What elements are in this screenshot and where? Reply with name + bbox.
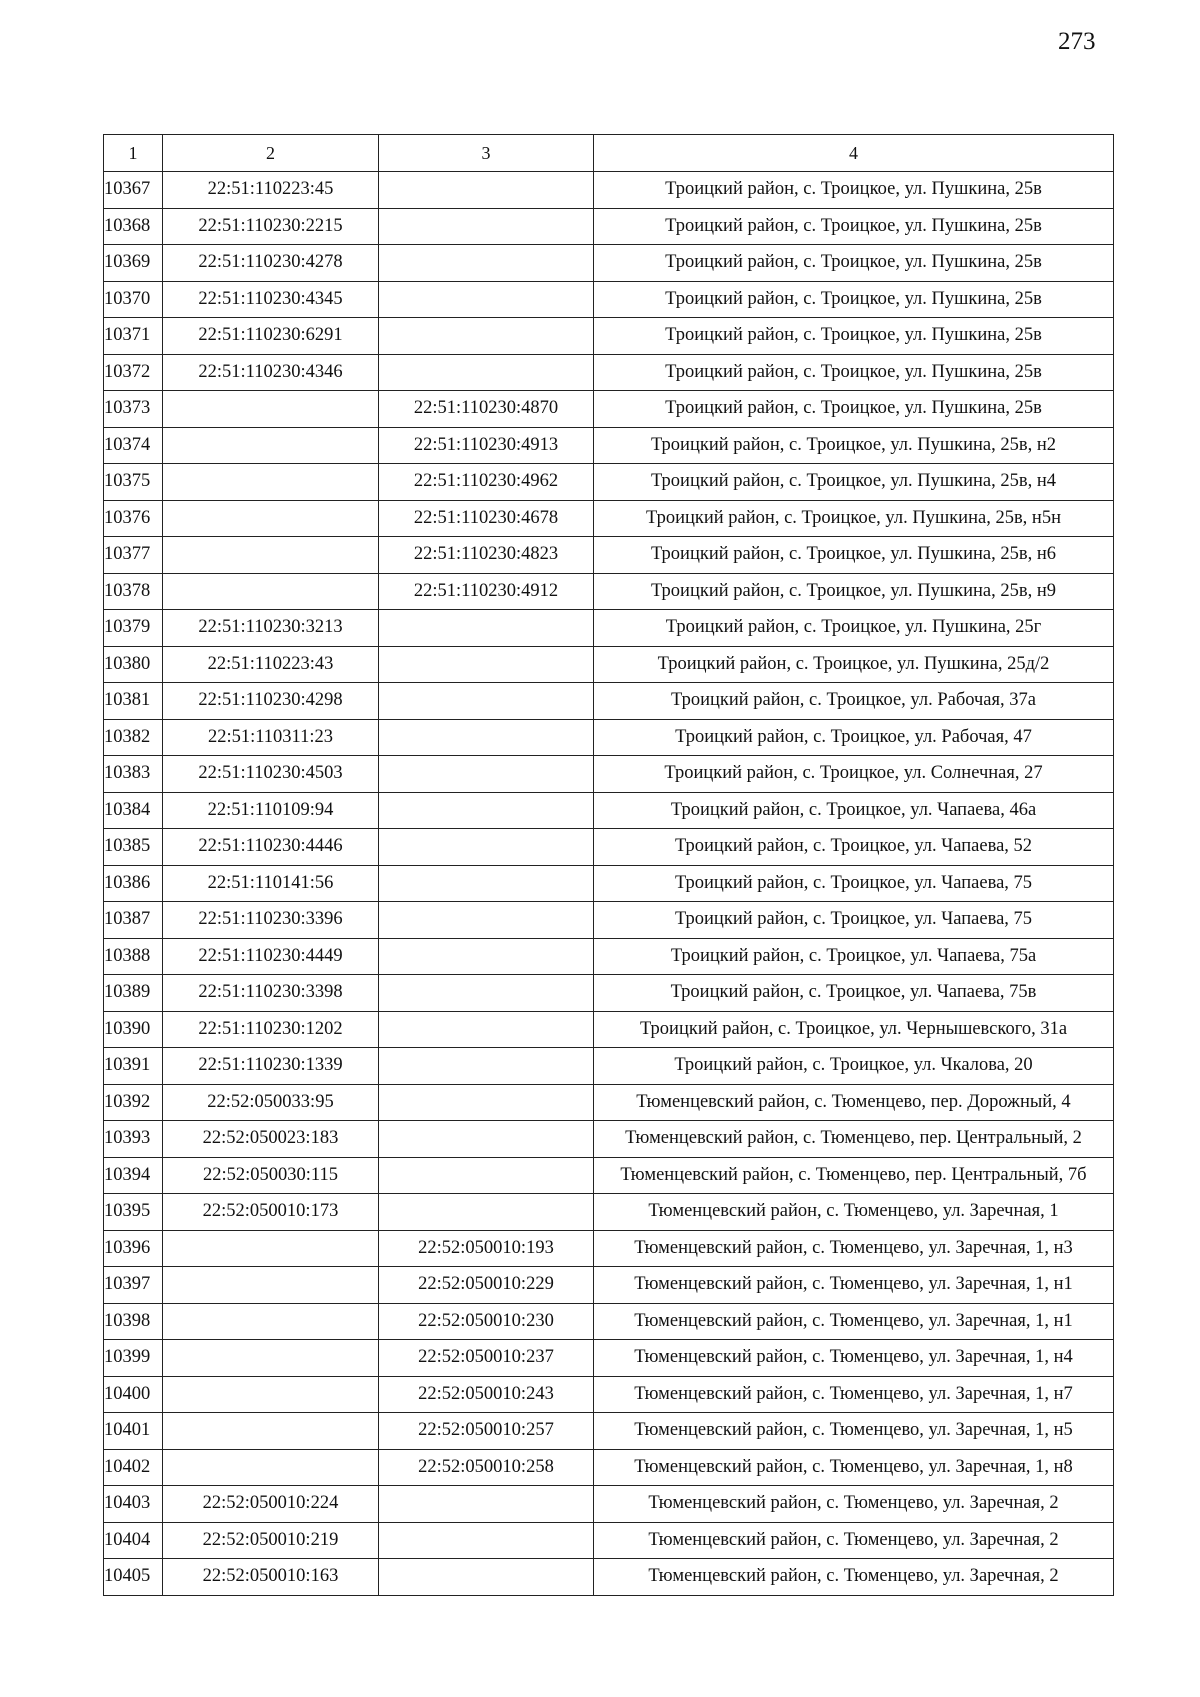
land-cadastral-number-cell: 22:51:110223:43 — [163, 646, 379, 683]
row-number-cell: 10399 — [104, 1340, 163, 1377]
table-row — [104, 1194, 1114, 1231]
land-cadastral-number-cell — [163, 1230, 379, 1267]
land-cadastral-number-cell: 22:51:110230:3213 — [163, 610, 379, 647]
row-number-cell: 10403 — [104, 1486, 163, 1523]
land-cadastral-number-cell: 22:51:110230:6291 — [163, 318, 379, 355]
object-cadastral-number-cell: 22:51:110230:4912 — [379, 573, 594, 610]
table-row — [104, 610, 1114, 647]
object-cadastral-number-cell: 22:52:050010:258 — [379, 1449, 594, 1486]
row-number-cell: 10378 — [104, 573, 163, 610]
object-cadastral-number-cell — [379, 1559, 594, 1596]
object-cadastral-number-cell — [379, 646, 594, 683]
row-number-cell: 10384 — [104, 792, 163, 829]
table-row — [104, 1486, 1114, 1523]
object-cadastral-number-cell — [379, 902, 594, 939]
land-cadastral-number-cell — [163, 1449, 379, 1486]
column-header-1: 1 — [104, 135, 163, 172]
table-row — [104, 208, 1114, 245]
column-header-3: 3 — [379, 135, 594, 172]
table-row — [104, 281, 1114, 318]
row-number-cell: 10392 — [104, 1084, 163, 1121]
object-cadastral-number-cell: 22:51:110230:4823 — [379, 537, 594, 574]
land-cadastral-number-cell: 22:51:110230:1339 — [163, 1048, 379, 1085]
land-cadastral-number-cell: 22:51:110109:94 — [163, 792, 379, 829]
row-number-cell: 10368 — [104, 208, 163, 245]
row-number-cell: 10385 — [104, 829, 163, 866]
land-cadastral-number-cell: 22:51:110230:3396 — [163, 902, 379, 939]
land-cadastral-number-cell — [163, 500, 379, 537]
table-row — [104, 1522, 1114, 1559]
object-cadastral-number-cell — [379, 1194, 594, 1231]
address-cell: Троицкий район, с. Троицкое, ул. Чапаева, 75 — [594, 902, 1114, 939]
object-cadastral-number-cell: 22:51:110230:4678 — [379, 500, 594, 537]
table-row — [104, 646, 1114, 683]
land-cadastral-number-cell: 22:52:050023:183 — [163, 1121, 379, 1158]
table-row — [104, 354, 1114, 391]
land-cadastral-number-cell: 22:52:050030:115 — [163, 1157, 379, 1194]
table-row — [104, 1011, 1114, 1048]
table-row — [104, 865, 1114, 902]
address-cell: Троицкий район, с. Троицкое, ул. Пушкина, 25в — [594, 354, 1114, 391]
address-cell: Троицкий район, с. Троицкое, ул. Пушкина, 25в, н4 — [594, 464, 1114, 501]
object-cadastral-number-cell — [379, 245, 594, 282]
address-cell: Троицкий район, с. Троицкое, ул. Пушкина, 25в — [594, 281, 1114, 318]
land-cadastral-number-cell: 22:52:050010:173 — [163, 1194, 379, 1231]
row-number-cell: 10401 — [104, 1413, 163, 1450]
land-cadastral-number-cell: 22:51:110230:4446 — [163, 829, 379, 866]
object-cadastral-number-cell — [379, 281, 594, 318]
object-cadastral-number-cell: 22:52:050010:193 — [379, 1230, 594, 1267]
table-row — [104, 427, 1114, 464]
object-cadastral-number-cell — [379, 318, 594, 355]
address-cell: Тюменцевский район, с. Тюменцево, ул. Заречная, 1, н1 — [594, 1303, 1114, 1340]
object-cadastral-number-cell: 22:51:110230:4962 — [379, 464, 594, 501]
land-cadastral-number-cell: 22:51:110230:4345 — [163, 281, 379, 318]
row-number-cell: 10369 — [104, 245, 163, 282]
address-cell: Троицкий район, с. Троицкое, ул. Пушкина, 25в, н2 — [594, 427, 1114, 464]
address-cell: Троицкий район, с. Троицкое, ул. Чкалова, 20 — [594, 1048, 1114, 1085]
row-number-cell: 10374 — [104, 427, 163, 464]
table-row — [104, 1048, 1114, 1085]
table-row — [104, 245, 1114, 282]
object-cadastral-number-cell: 22:51:110230:4870 — [379, 391, 594, 428]
object-cadastral-number-cell — [379, 208, 594, 245]
address-cell: Тюменцевский район, с. Тюменцево, ул. Заречная, 1, н1 — [594, 1267, 1114, 1304]
land-cadastral-number-cell — [163, 427, 379, 464]
address-cell: Тюменцевский район, с. Тюменцево, ул. Заречная, 2 — [594, 1486, 1114, 1523]
land-cadastral-number-cell — [163, 1267, 379, 1304]
row-number-cell: 10397 — [104, 1267, 163, 1304]
column-header-4: 4 — [594, 135, 1114, 172]
table-row — [104, 1413, 1114, 1450]
address-cell: Троицкий район, с. Троицкое, ул. Чапаева, 46а — [594, 792, 1114, 829]
object-cadastral-number-cell — [379, 1048, 594, 1085]
land-cadastral-number-cell: 22:51:110230:4346 — [163, 354, 379, 391]
land-cadastral-number-cell — [163, 573, 379, 610]
object-cadastral-number-cell — [379, 1522, 594, 1559]
object-cadastral-number-cell: 22:52:050010:237 — [379, 1340, 594, 1377]
row-number-cell: 10388 — [104, 938, 163, 975]
table-row — [104, 902, 1114, 939]
address-cell: Троицкий район, с. Троицкое, ул. Пушкина, 25в — [594, 172, 1114, 209]
table-row — [104, 1084, 1114, 1121]
row-number-cell: 10405 — [104, 1559, 163, 1596]
row-number-cell: 10386 — [104, 865, 163, 902]
column-header-2: 2 — [163, 135, 379, 172]
table-row — [104, 1340, 1114, 1377]
table-row — [104, 829, 1114, 866]
table-row — [104, 975, 1114, 1012]
object-cadastral-number-cell: 22:52:050010:230 — [379, 1303, 594, 1340]
table-row — [104, 1230, 1114, 1267]
object-cadastral-number-cell — [379, 865, 594, 902]
table-row — [104, 391, 1114, 428]
land-cadastral-number-cell: 22:51:110223:45 — [163, 172, 379, 209]
row-number-cell: 10404 — [104, 1522, 163, 1559]
address-cell: Троицкий район, с. Троицкое, ул. Пушкина, 25в, н9 — [594, 573, 1114, 610]
table-row — [104, 1376, 1114, 1413]
row-number-cell: 10372 — [104, 354, 163, 391]
address-cell: Троицкий район, с. Троицкое, ул. Рабочая, 37а — [594, 683, 1114, 720]
row-number-cell: 10400 — [104, 1376, 163, 1413]
address-cell: Троицкий район, с. Троицкое, ул. Чапаева, 75в — [594, 975, 1114, 1012]
table-row — [104, 573, 1114, 610]
row-number-cell: 10393 — [104, 1121, 163, 1158]
address-cell: Троицкий район, с. Троицкое, ул. Чапаева, 75 — [594, 865, 1114, 902]
land-cadastral-number-cell: 22:51:110230:4298 — [163, 683, 379, 720]
address-cell: Тюменцевский район, с. Тюменцево, пер. Центральный, 7б — [594, 1157, 1114, 1194]
address-cell: Троицкий район, с. Троицкое, ул. Солнечная, 27 — [594, 756, 1114, 793]
table-row — [104, 1267, 1114, 1304]
row-number-cell: 10381 — [104, 683, 163, 720]
object-cadastral-number-cell: 22:52:050010:229 — [379, 1267, 594, 1304]
land-cadastral-number-cell: 22:51:110230:4278 — [163, 245, 379, 282]
table-row — [104, 1449, 1114, 1486]
address-cell: Троицкий район, с. Троицкое, ул. Чернышевского, 31а — [594, 1011, 1114, 1048]
table-body — [104, 172, 1114, 1596]
table-row — [104, 938, 1114, 975]
object-cadastral-number-cell — [379, 756, 594, 793]
address-cell: Троицкий район, с. Троицкое, ул. Пушкина, 25в, н6 — [594, 537, 1114, 574]
row-number-cell: 10396 — [104, 1230, 163, 1267]
row-number-cell: 10402 — [104, 1449, 163, 1486]
table-row — [104, 756, 1114, 793]
row-number-cell: 10370 — [104, 281, 163, 318]
land-cadastral-number-cell: 22:52:050033:95 — [163, 1084, 379, 1121]
row-number-cell: 10367 — [104, 172, 163, 209]
land-cadastral-number-cell: 22:51:110230:1202 — [163, 1011, 379, 1048]
address-cell: Троицкий район, с. Троицкое, ул. Пушкина, 25в — [594, 391, 1114, 428]
address-cell: Троицкий район, с. Троицкое, ул. Чапаева, 52 — [594, 829, 1114, 866]
object-cadastral-number-cell: 22:52:050010:257 — [379, 1413, 594, 1450]
address-cell: Тюменцевский район, с. Тюменцево, пер. Дорожный, 4 — [594, 1084, 1114, 1121]
table-row — [104, 464, 1114, 501]
row-number-cell: 10395 — [104, 1194, 163, 1231]
table-row — [104, 1157, 1114, 1194]
land-cadastral-number-cell: 22:52:050010:224 — [163, 1486, 379, 1523]
land-cadastral-number-cell: 22:51:110311:23 — [163, 719, 379, 756]
object-cadastral-number-cell — [379, 938, 594, 975]
address-cell: Троицкий район, с. Троицкое, ул. Пушкина, 25г — [594, 610, 1114, 647]
address-cell: Тюменцевский район, с. Тюменцево, ул. Заречная, 1, н5 — [594, 1413, 1114, 1450]
row-number-cell: 10390 — [104, 1011, 163, 1048]
address-cell: Тюменцевский район, с. Тюменцево, ул. Заречная, 1 — [594, 1194, 1114, 1231]
object-cadastral-number-cell — [379, 354, 594, 391]
object-cadastral-number-cell — [379, 829, 594, 866]
object-cadastral-number-cell — [379, 172, 594, 209]
land-cadastral-number-cell: 22:51:110141:56 — [163, 865, 379, 902]
table-row — [104, 172, 1114, 209]
land-cadastral-number-cell — [163, 1376, 379, 1413]
land-cadastral-number-cell: 22:52:050010:163 — [163, 1559, 379, 1596]
object-cadastral-number-cell — [379, 610, 594, 647]
object-cadastral-number-cell — [379, 1011, 594, 1048]
object-cadastral-number-cell — [379, 1157, 594, 1194]
row-number-cell: 10391 — [104, 1048, 163, 1085]
table-row — [104, 500, 1114, 537]
table-row — [104, 1559, 1114, 1596]
address-cell: Тюменцевский район, с. Тюменцево, ул. Заречная, 1, н7 — [594, 1376, 1114, 1413]
row-number-cell: 10376 — [104, 500, 163, 537]
land-cadastral-number-cell: 22:51:110230:3398 — [163, 975, 379, 1012]
row-number-cell: 10387 — [104, 902, 163, 939]
object-cadastral-number-cell — [379, 683, 594, 720]
table-row — [104, 318, 1114, 355]
row-number-cell: 10379 — [104, 610, 163, 647]
table-row — [104, 1121, 1114, 1158]
registry-table — [103, 134, 1114, 1596]
object-cadastral-number-cell — [379, 1084, 594, 1121]
land-cadastral-number-cell — [163, 1413, 379, 1450]
page-number: 273 — [1058, 28, 1096, 55]
address-cell: Тюменцевский район, с. Тюменцево, ул. Заречная, 2 — [594, 1522, 1114, 1559]
row-number-cell: 10373 — [104, 391, 163, 428]
table-header-row — [104, 135, 1114, 172]
table-row — [104, 792, 1114, 829]
object-cadastral-number-cell — [379, 975, 594, 1012]
row-number-cell: 10398 — [104, 1303, 163, 1340]
row-number-cell: 10377 — [104, 537, 163, 574]
table-row — [104, 537, 1114, 574]
object-cadastral-number-cell: 22:52:050010:243 — [379, 1376, 594, 1413]
address-cell: Троицкий район, с. Троицкое, ул. Пушкина, 25в — [594, 208, 1114, 245]
land-cadastral-number-cell: 22:51:110230:4503 — [163, 756, 379, 793]
object-cadastral-number-cell — [379, 719, 594, 756]
land-cadastral-number-cell: 22:51:110230:4449 — [163, 938, 379, 975]
object-cadastral-number-cell — [379, 792, 594, 829]
land-cadastral-number-cell — [163, 1340, 379, 1377]
row-number-cell: 10389 — [104, 975, 163, 1012]
table-row — [104, 719, 1114, 756]
object-cadastral-number-cell — [379, 1486, 594, 1523]
land-cadastral-number-cell — [163, 537, 379, 574]
land-cadastral-number-cell: 22:51:110230:2215 — [163, 208, 379, 245]
address-cell: Тюменцевский район, с. Тюменцево, ул. Заречная, 1, н4 — [594, 1340, 1114, 1377]
row-number-cell: 10382 — [104, 719, 163, 756]
object-cadastral-number-cell — [379, 1121, 594, 1158]
row-number-cell: 10375 — [104, 464, 163, 501]
address-cell: Троицкий район, с. Троицкое, ул. Пушкина, 25в — [594, 318, 1114, 355]
address-cell: Троицкий район, с. Троицкое, ул. Пушкина, 25в, н5н — [594, 500, 1114, 537]
address-cell: Тюменцевский район, с. Тюменцево, пер. Центральный, 2 — [594, 1121, 1114, 1158]
land-cadastral-number-cell — [163, 391, 379, 428]
table-row — [104, 1303, 1114, 1340]
row-number-cell: 10371 — [104, 318, 163, 355]
land-cadastral-number-cell — [163, 1303, 379, 1340]
table-row — [104, 683, 1114, 720]
address-cell: Троицкий район, с. Троицкое, ул. Пушкина, 25в — [594, 245, 1114, 282]
address-cell: Троицкий район, с. Троицкое, ул. Рабочая, 47 — [594, 719, 1114, 756]
row-number-cell: 10380 — [104, 646, 163, 683]
object-cadastral-number-cell: 22:51:110230:4913 — [379, 427, 594, 464]
address-cell: Тюменцевский район, с. Тюменцево, ул. Заречная, 1, н3 — [594, 1230, 1114, 1267]
row-number-cell: 10383 — [104, 756, 163, 793]
row-number-cell: 10394 — [104, 1157, 163, 1194]
address-cell: Тюменцевский район, с. Тюменцево, ул. Заречная, 2 — [594, 1559, 1114, 1596]
land-cadastral-number-cell — [163, 464, 379, 501]
land-cadastral-number-cell: 22:52:050010:219 — [163, 1522, 379, 1559]
address-cell: Тюменцевский район, с. Тюменцево, ул. Заречная, 1, н8 — [594, 1449, 1114, 1486]
address-cell: Троицкий район, с. Троицкое, ул. Чапаева, 75а — [594, 938, 1114, 975]
address-cell: Троицкий район, с. Троицкое, ул. Пушкина, 25д/2 — [594, 646, 1114, 683]
